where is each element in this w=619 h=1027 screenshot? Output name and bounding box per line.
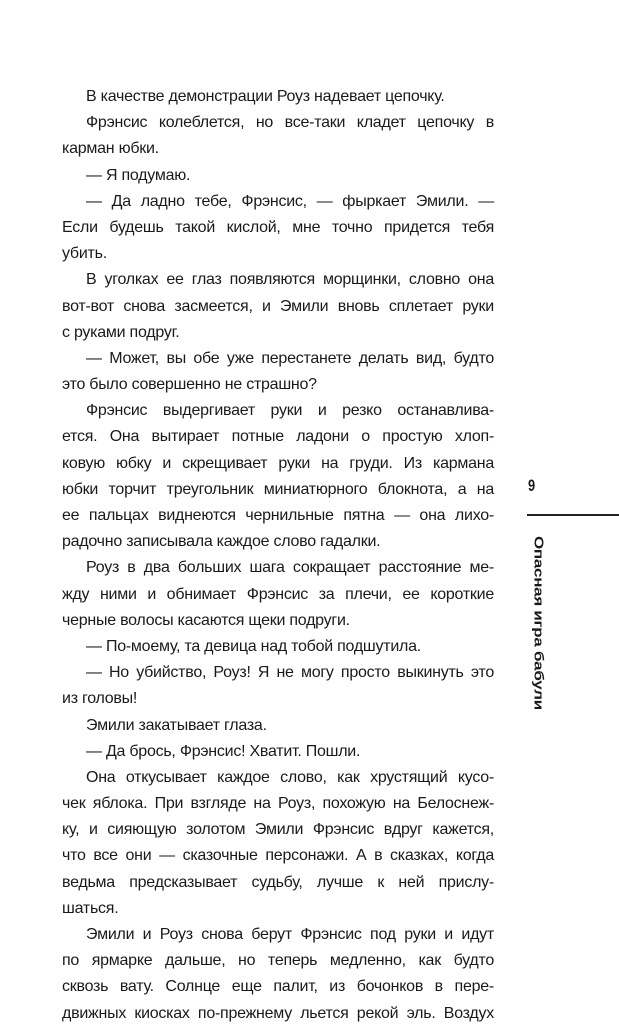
text-line: что все они — сказочные персонажи. А в сказках, когда (62, 847, 494, 865)
paragraph (62, 739, 494, 765)
paragraph (62, 189, 494, 268)
text-line: юбки торчит треугольник миниатюрного блокнота, а на (62, 480, 494, 498)
paragraph (62, 634, 494, 660)
text-line: Она откусывает каждое слово, как хрустящий кусо- (86, 768, 494, 786)
paragraph (62, 346, 494, 398)
body-text (62, 84, 494, 1027)
text-line: — Да брось, Фрэнсис! Хватит. Пошли. (86, 742, 361, 760)
paragraph (62, 163, 494, 189)
text-line: ется. Она вытирает потные ладони о простую хлоп- (62, 428, 494, 446)
text-line: черные волосы касаются щеки подруги. (62, 611, 350, 629)
text-line: сквозь вату. Солнце еще палит, из бочонков в пере- (62, 978, 494, 996)
text-line: ведьма предсказывает судьбу, лучше к ней прислу- (62, 873, 494, 891)
text-line: В качестве демонстрации Роуз надевает цепочку. (86, 88, 445, 105)
text-line: жду ними и обнимает Фрэнсис за плечи, ее короткие (62, 585, 494, 603)
text-line: В уголках ее глаз появляются морщинки, словно она (86, 271, 494, 289)
text-line: по ярмарке дальше, но теперь медленно, как будто (62, 952, 494, 970)
paragraph (62, 267, 494, 346)
text-line: Эмили и Роуз снова берут Фрэнсис под руки и идут (86, 926, 494, 943)
text-line: Если будешь такой кислой, мне точно придется тебя (62, 218, 494, 236)
text-line: шаться. (62, 899, 119, 917)
text-line: Роуз в два больших шага сокращает расстояние ме- (86, 559, 494, 577)
text-line: ее пальцах виднеются чернильные пятна — она лихо- (62, 507, 494, 524)
paragraph (62, 398, 494, 555)
text-line: — По-моему, та девица над тобой подшутила. (86, 637, 421, 655)
running-head (526, 536, 546, 710)
text-line: Фрэнсис колеблется, но все-таки кладет цепочку в (86, 114, 494, 132)
text-line: чек яблока. При взгляде на Роуз, похожую на Белоснеж- (62, 795, 494, 813)
paragraph (62, 555, 494, 634)
text-line: ку, и сияющую золотом Эмили Фрэнсис вдруг кажется, (62, 821, 494, 839)
text-line: — Я подумаю. (86, 166, 191, 184)
text-line: Фрэнсис выдергивает руки и резко останавлива- (86, 402, 494, 420)
text-line: радочно записывала каждое слово гадалки. (62, 533, 381, 551)
paragraph (62, 660, 494, 712)
page-number: 9 (528, 476, 536, 495)
paragraph (62, 922, 494, 1027)
text-line: — Да ладно тебе, Фрэнсис, — фыркает Эмили. — (86, 192, 494, 210)
text-line: ковую юбку и скрещивает руки на груди. Из кармана (62, 454, 494, 472)
paragraph (62, 713, 494, 739)
text-line: движных киосках по-прежнему льется рекой эль. Воздух (62, 1004, 494, 1022)
header-rule (527, 514, 619, 516)
text-line: с руками подруг. (62, 323, 180, 341)
text-line: — Но убийство, Роуз! Я не могу просто выкинуть это (86, 664, 494, 682)
text-line: это было совершенно не страшно? (62, 376, 317, 394)
text-line: вот-вот снова засмеется, и Эмили вновь сплетает руки (62, 297, 494, 315)
paragraph (62, 84, 494, 110)
text-line: карман юбки. (62, 140, 159, 158)
text-line: Эмили закатывает глаза. (86, 716, 267, 734)
paragraph (62, 765, 494, 922)
running-head-title: Опасная игра бабули (531, 536, 546, 710)
paragraph (62, 110, 494, 162)
text-line: убить. (62, 245, 107, 263)
text-line: — Может, вы обе уже перестанете делать вид, будто (86, 349, 494, 367)
text-line: из головы! (62, 690, 138, 708)
